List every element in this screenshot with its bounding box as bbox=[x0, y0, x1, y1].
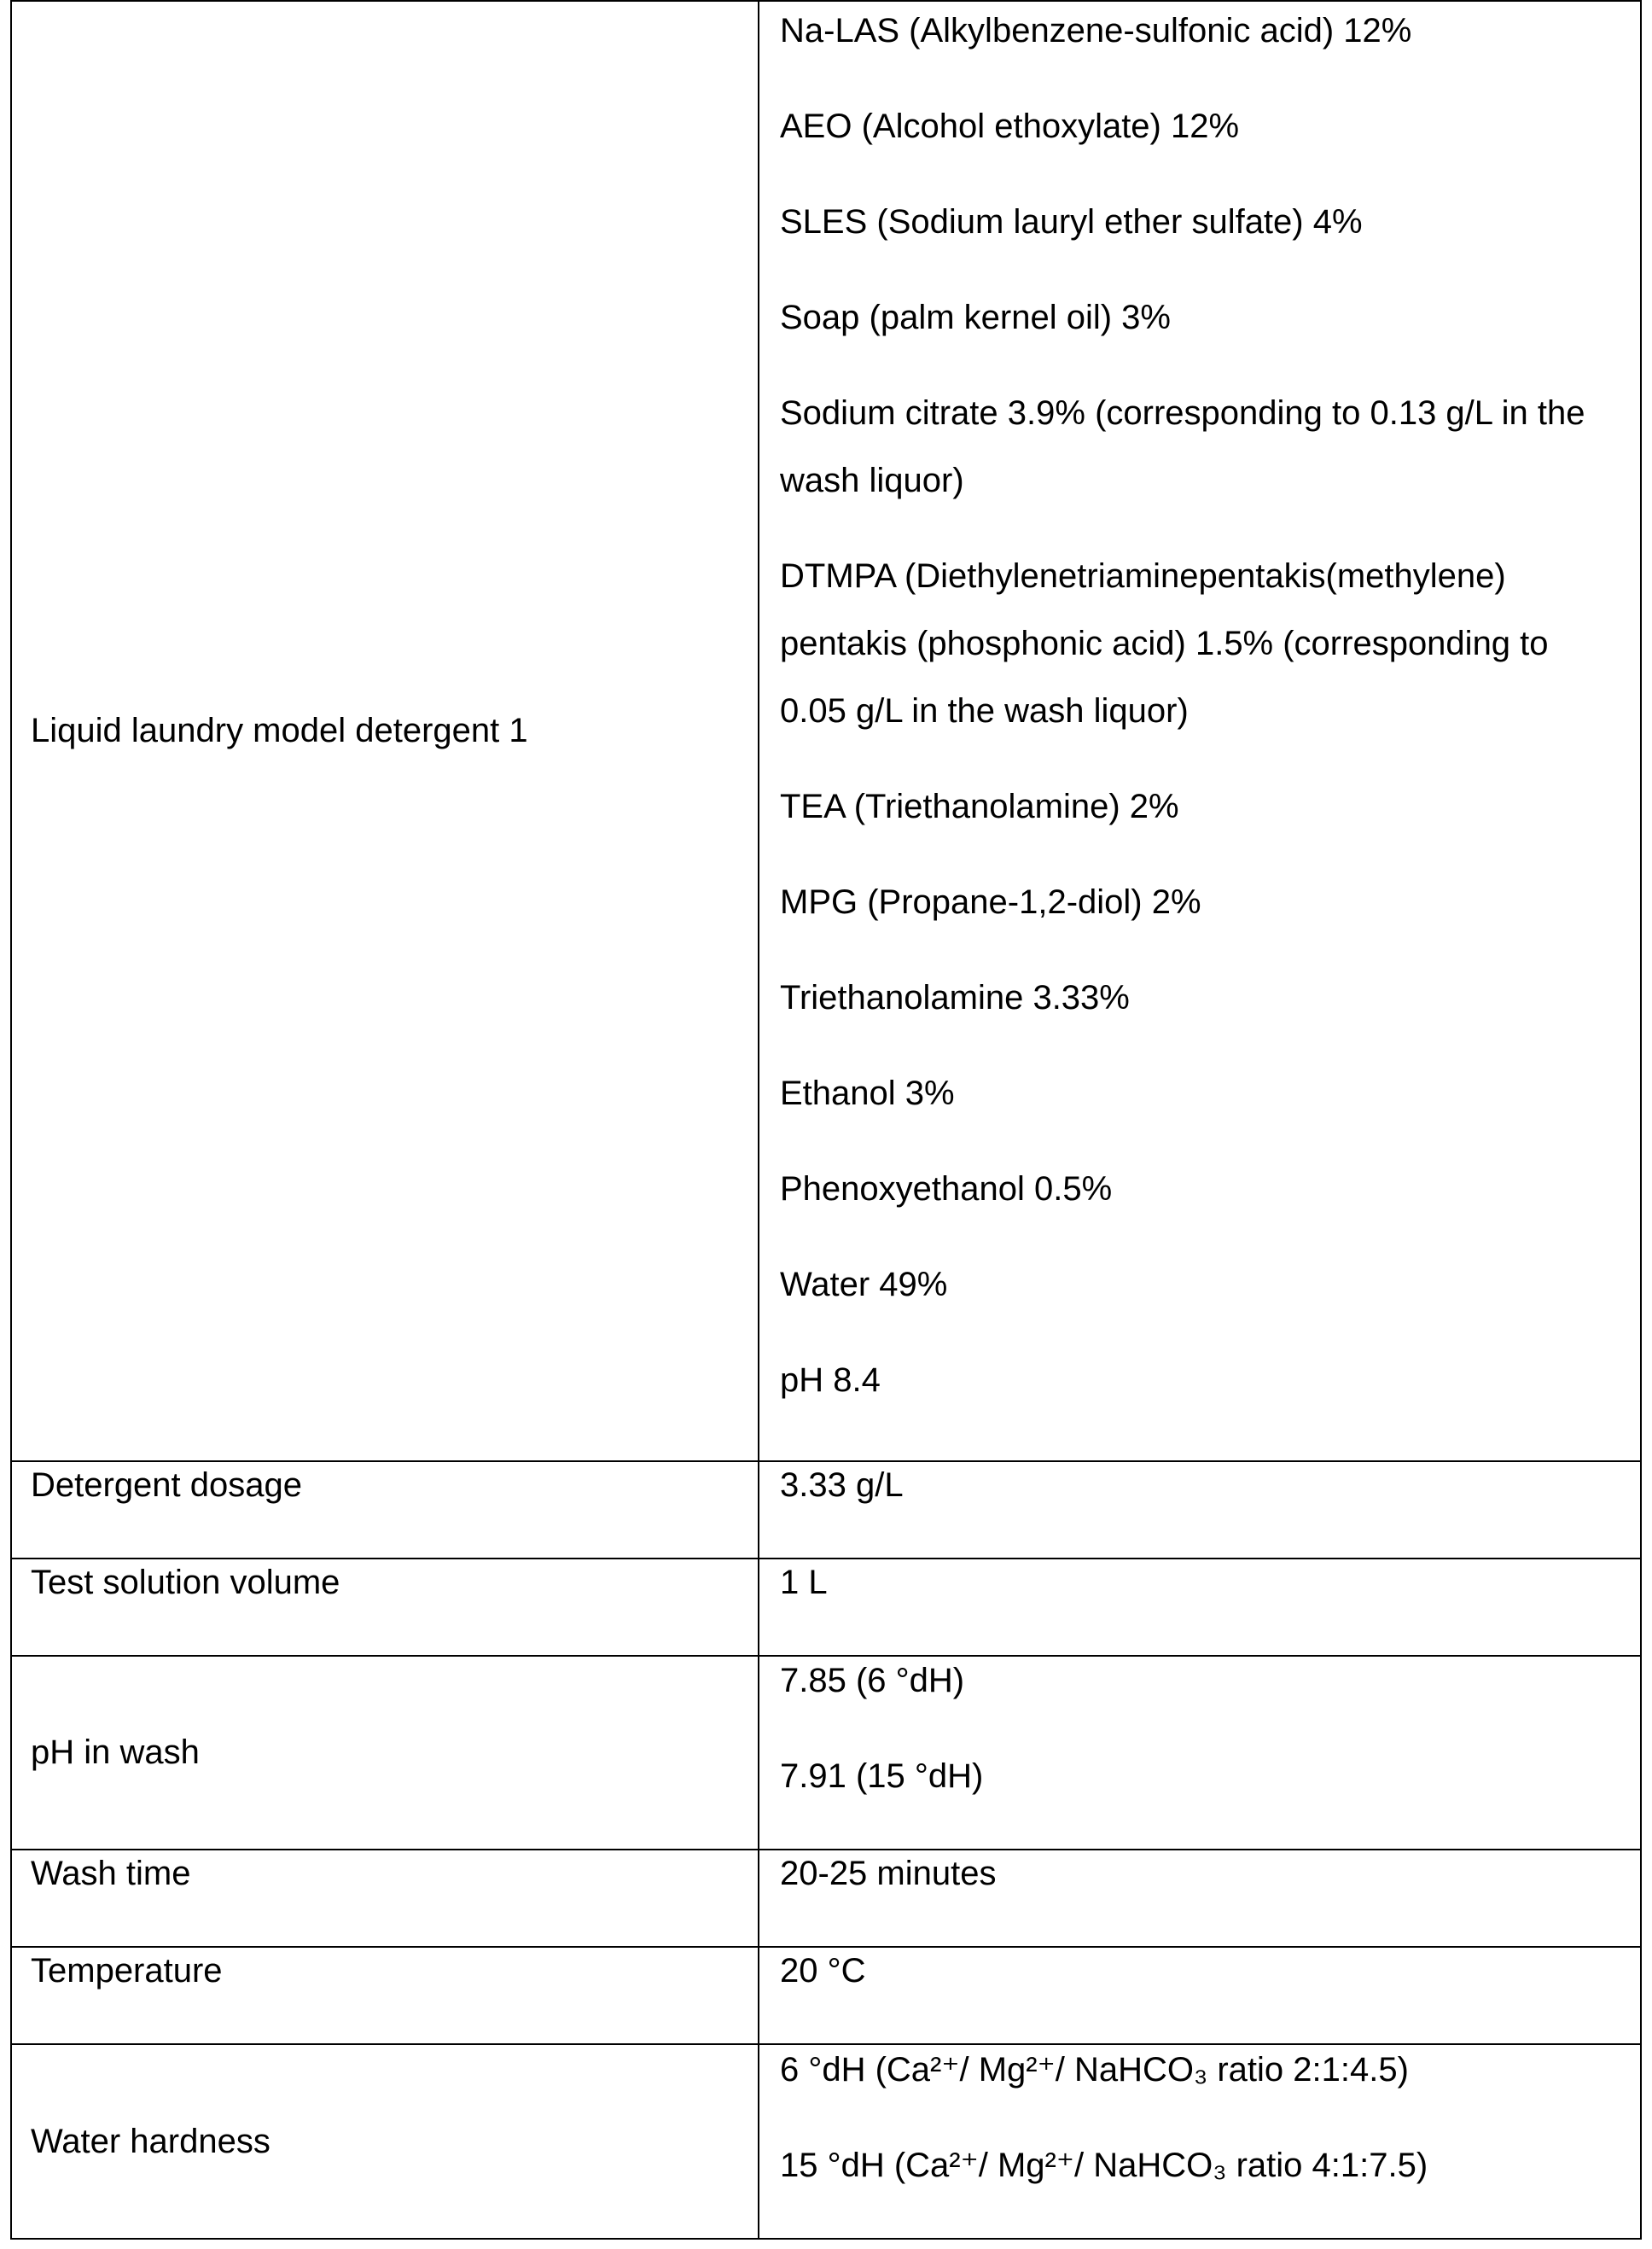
table-row-detergent-dosage bbox=[10, 1460, 1642, 1559]
table-row-temperature bbox=[10, 1946, 1642, 2045]
row-label: Liquid laundry model detergent 1 bbox=[31, 697, 528, 765]
row-label: Detergent dosage bbox=[31, 1452, 302, 1519]
row-value-cell bbox=[761, 1657, 1640, 1849]
row-label-cell bbox=[12, 1559, 759, 1655]
row-label-cell bbox=[12, 1850, 759, 1946]
ingredient: Ethanol 3% bbox=[780, 1060, 1620, 1127]
row-value: 6 °dH (Ca²⁺/ Mg²⁺/ NaHCO₃ ratio 2:1:4.5) bbox=[780, 2036, 1628, 2104]
table-row-water-hardness bbox=[10, 2043, 1642, 2240]
row-value: 7.91 (15 °dH) bbox=[780, 1743, 1628, 1810]
table-row-test-solution-volume bbox=[10, 1558, 1642, 1657]
row-value-cell bbox=[761, 1462, 1640, 1558]
ingredient: SLES (Sodium lauryl ether sulfate) 4% bbox=[780, 189, 1620, 256]
row-label: Test solution volume bbox=[31, 1549, 340, 1617]
row-value: 20-25 minutes bbox=[780, 1840, 1628, 1908]
ingredient: TEA (Triethanolamine) 2% bbox=[780, 773, 1620, 841]
row-value-cell bbox=[761, 1850, 1640, 1946]
ingredient: AEO (Alcohol ethoxylate) 12% bbox=[780, 93, 1620, 160]
ingredient: MPG (Propane-1,2-diol) 2% bbox=[780, 869, 1620, 936]
ingredient: Na-LAS (Alkylbenzene-sulfonic acid) 12% bbox=[780, 0, 1620, 65]
ingredient: Water 49% bbox=[780, 1251, 1620, 1319]
row-label: Temperature bbox=[31, 1937, 223, 2005]
ingredient: Sodium citrate 3.9% (corresponding to 0.13 g/L in the wash liquor) bbox=[780, 380, 1620, 515]
row-label: Water hardness bbox=[31, 2108, 270, 2176]
row-value: 1 L bbox=[780, 1549, 1628, 1617]
row-value: 7.85 (6 °dH) bbox=[780, 1647, 1628, 1715]
ingredient: DTMPA (Diethylenetriaminepentakis(methylene) pentakis (phosphonic acid) 1.5% (corresponding to 0.05 g/L in the wash liquor) bbox=[780, 543, 1620, 745]
row-value: 3.33 g/L bbox=[780, 1452, 1628, 1519]
ingredient: Triethanolamine 3.33% bbox=[780, 964, 1620, 1032]
row-label-cell bbox=[12, 1462, 759, 1558]
row-value: 20 °C bbox=[780, 1937, 1628, 2005]
row-value-cell bbox=[761, 1948, 1640, 2043]
ingredient: Phenoxyethanol 0.5% bbox=[780, 1156, 1620, 1223]
row-value: 15 °dH (Ca²⁺/ Mg²⁺/ NaHCO₃ ratio 4:1:7.5) bbox=[780, 2132, 1628, 2199]
row-value-cell bbox=[761, 1559, 1640, 1655]
row-label-cell bbox=[12, 2045, 759, 2238]
table-row-detergent-composition bbox=[10, 0, 1642, 1462]
row-label-cell bbox=[12, 1657, 759, 1849]
row-label-cell bbox=[12, 2, 759, 1460]
row-label-cell bbox=[12, 1948, 759, 2043]
table-row-ph-in-wash bbox=[10, 1655, 1642, 1850]
ingredient: pH 8.4 bbox=[780, 1347, 1620, 1414]
ingredient: Soap (palm kernel oil) 3% bbox=[780, 284, 1620, 352]
row-value-cell bbox=[761, 2, 1632, 1460]
row-label: Wash time bbox=[31, 1840, 190, 1908]
row-value-cell bbox=[761, 2045, 1640, 2238]
table-row-wash-time bbox=[10, 1849, 1642, 1948]
row-label: pH in wash bbox=[31, 1719, 200, 1786]
